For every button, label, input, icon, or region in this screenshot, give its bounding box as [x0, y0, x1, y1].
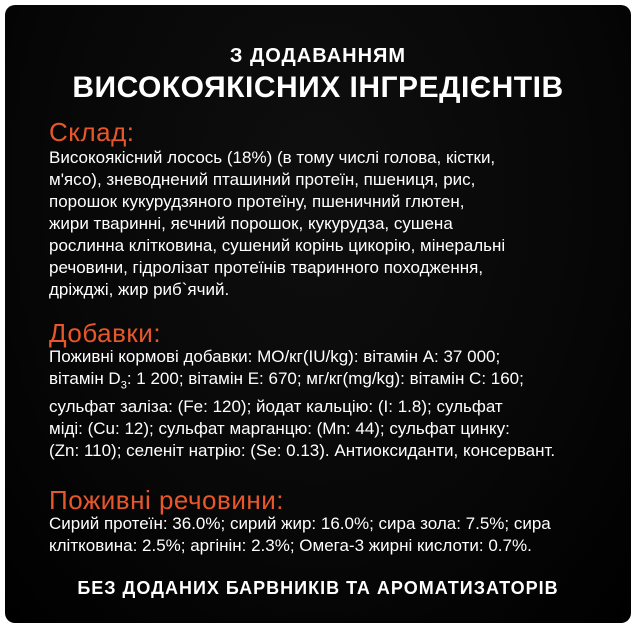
nutrients-line: клітковина: 2.5%; аргінін: 2.3%; Омега-3 жирні кислоти: 0.7%. [49, 536, 532, 555]
vitamin-d-subscript: 3 [120, 379, 127, 392]
additives-line: Поживні кормові добавки: МО/кг(IU/kg): вітамін А: 37 000; [49, 347, 501, 366]
vitamin-d-label: вітамін D [49, 369, 121, 388]
ingredients-panel [5, 5, 631, 623]
additives-line: (Zn: 110); селеніт натрію: (Se: 0.13). Антиоксиданти, консервант. [49, 441, 556, 461]
additives-title: Добавки: [49, 318, 162, 348]
composition-line: порошок кукурудзяного протеїну, пшеничний глютен, [49, 192, 465, 211]
composition-line: м'ясо), зневоднений пташиний протеїн, пшениця, рис, [49, 170, 476, 189]
additives-line: міді: (Cu: 12); сульфат марганцю: (Mn: 44); сульфат цинку: [49, 419, 510, 439]
additives-line-rest: : 1 200; вітамін Е: 670; мг/кг(mg/kg): вітамін С: 160; [126, 369, 524, 388]
composition-text [49, 147, 609, 301]
nutrients-text [49, 513, 609, 557]
composition-line: Високоякісний лосось (18%) (в тому числі голова, кістки, [49, 148, 496, 167]
additives-text [49, 346, 609, 462]
additives-line [49, 368, 609, 396]
composition-line: речовини, гідролізат протеїнів тваринного походження, [49, 258, 484, 277]
composition-line: жири тваринні, яєчний порошок, кукурудза, сушена [49, 214, 453, 233]
header-line-2: ВИСОКОЯКІСНИХ ІНГРЕДІЄНТІВ [72, 71, 564, 104]
composition-line: дріжджі, жир риб`ячий. [49, 280, 230, 299]
nutrients-title: Поживні речовини: [49, 485, 284, 515]
nutrients-line: Сирий протеїн: 36.0%; сирий жир: 16.0%; сира зола: 7.5%; сира [49, 514, 551, 533]
composition-title: Склад: [49, 117, 135, 147]
composition-line: рослинна клітковина, сушений корінь цикорію, мінеральні [49, 236, 506, 255]
additives-line: сульфат заліза: (Fe: 120); йодат кальцію: (I: 1.8); сульфат [49, 397, 503, 417]
footer-note: БЕЗ ДОДАНИХ БАРВНИКІВ ТА АРОМАТИЗАТОРІВ [77, 578, 559, 598]
header-line-1: З ДОДАВАННЯМ [229, 45, 407, 67]
